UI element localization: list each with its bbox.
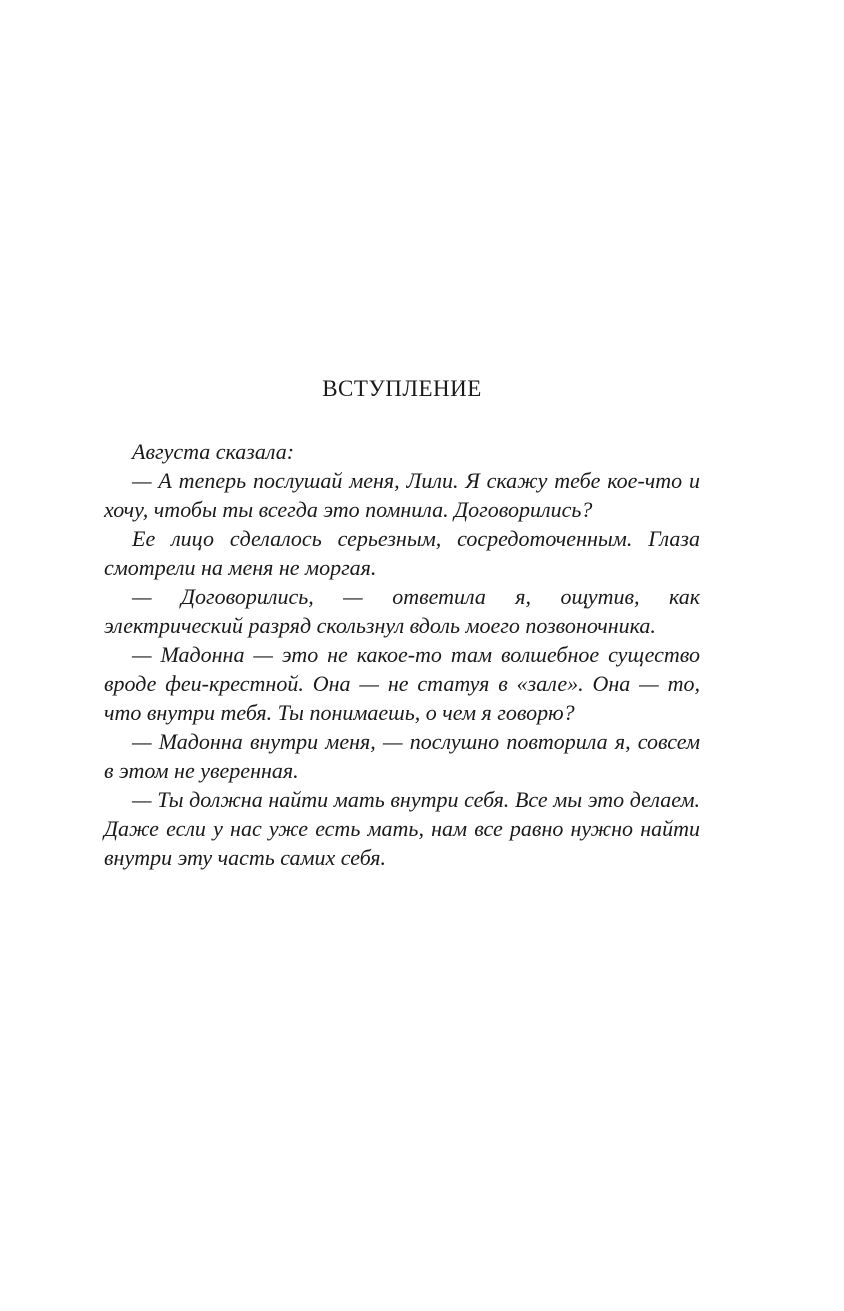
paragraph: — Ты должна найти мать внутри себя. Все мы это делаем. Даже если у нас уже есть мать, нам все равно нужно найти внутри эту часть самих себя.: [104, 787, 700, 870]
paragraph: Ее лицо сделалось серьезным, сосредоточенным. Глаза смотрели на меня не моргая.: [104, 526, 700, 580]
paragraph: — Договорились, — ответила я, ощутив, как электрический разряд скользнул вдоль моего позвоночника.: [104, 584, 700, 638]
paragraph: Августа сказала:: [132, 439, 295, 464]
paragraph: — Мадонна — это не какое-то там волшебное существо вроде феи-крестной. Она — не статуя в «зале». Она — то, что внутри тебя. Ты понимаешь, о чем я говорю?: [104, 642, 700, 725]
paragraph: — А теперь послушай меня, Лили. Я скажу тебе кое-что и хочу, чтобы ты всегда это помнила. Договорились?: [104, 468, 700, 522]
chapter-body: [104, 437, 700, 872]
paragraph: — Мадонна внутри меня, — послушно повторила я, совсем в этом не уверенная.: [104, 729, 700, 783]
chapter-title: ВСТУПЛЕНИЕ: [322, 376, 482, 401]
